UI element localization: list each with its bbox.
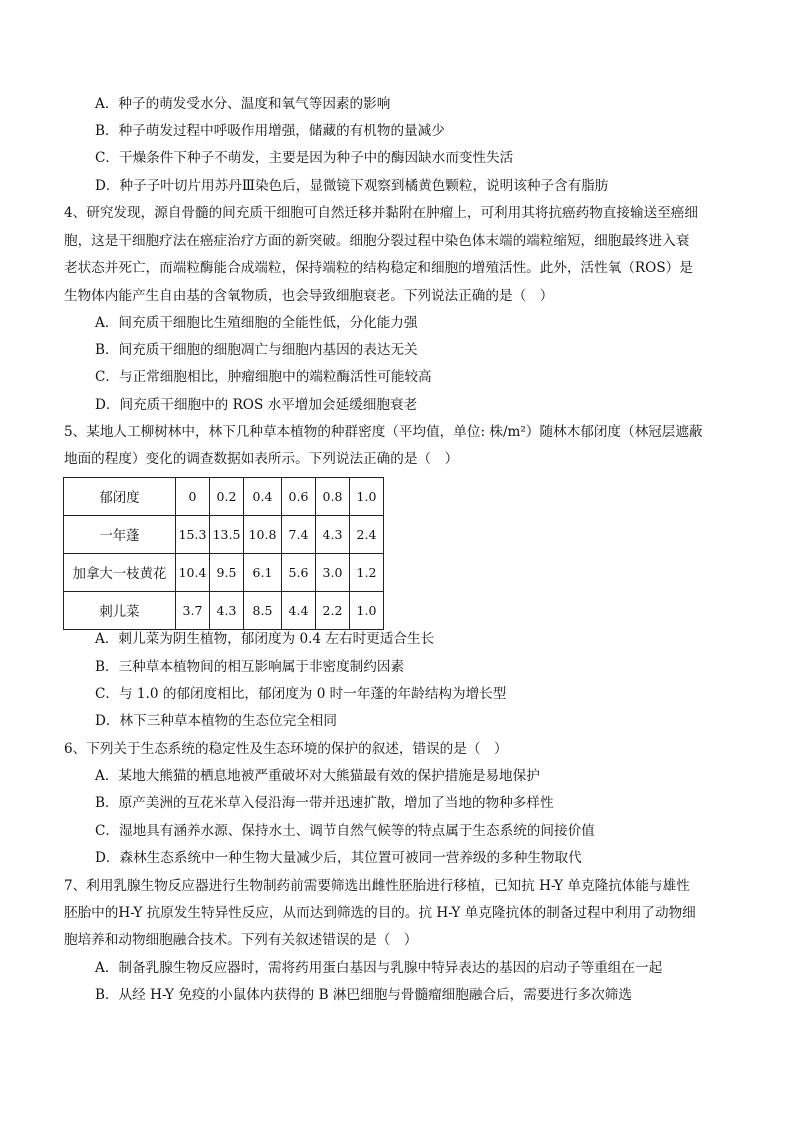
density-table — [63, 477, 384, 630]
q3-option-d: D．种子子叶切片用苏丹Ⅲ染色后，显微镜下观察到橘黄色颗粒，说明该种子含有脂肪 — [95, 178, 609, 194]
table-row — [64, 516, 384, 554]
table-row-label: 刺儿菜 — [64, 592, 176, 630]
q7-stem-line-2: 胚胎中的H-Y 抗原发生特异性反应，从而达到筛选的目的。抗 H-Y 单克隆抗体的制备过程中利用了动物细 — [64, 905, 696, 921]
table-cell: 0.6 — [282, 478, 316, 516]
table-cell: 0.2 — [210, 478, 244, 516]
table-cell: 3.7 — [176, 592, 210, 630]
table-cell: 4.3 — [316, 516, 350, 554]
q3-option-b: B．种子萌发过程中呼吸作用增强，储藏的有机物的量减少 — [95, 123, 445, 139]
q7-stem-line-1: 7、利用乳腺生物反应器进行生物制药前需要筛选出雌性胚胎进行移植，已知抗 H-Y 单克隆抗体能与雄性 — [64, 878, 690, 894]
table-cell: 3.0 — [316, 554, 350, 592]
table-cell: 5.6 — [282, 554, 316, 592]
table-row — [64, 592, 384, 630]
table-cell: 15.3 — [176, 516, 210, 554]
q4-stem-line-3: 老状态并死亡，而端粒酶能合成端粒，保持端粒的结构稳定和细胞的增殖活性。此外，活性氧（ROS）是 — [64, 260, 693, 276]
q6-option-d: D．森林生态系统中一种生物大量减少后，其位置可被同一营养级的多种生物取代 — [95, 850, 582, 866]
table-cell: 0.4 — [244, 478, 282, 516]
q5-option-b: B．三种草本植物间的相互影响属于非密度制约因素 — [95, 659, 405, 675]
q4-option-b: B．间充质干细胞的细胞凋亡与细胞内基因的表达无关 — [95, 342, 418, 358]
table-cell: 0 — [176, 478, 210, 516]
q5-option-d: D．林下三种草本植物的生态位完全相同 — [95, 713, 337, 729]
q4-option-a: A．间充质干细胞比生殖细胞的全能性低，分化能力强 — [95, 315, 418, 331]
table-cell: 8.5 — [244, 592, 282, 630]
q4-option-c: C．与正常细胞相比，肿瘤细胞中的端粒酶活性可能较高 — [95, 369, 432, 385]
table-cell: 7.4 — [282, 516, 316, 554]
table-header-label: 郁闭度 — [64, 478, 176, 516]
table-row — [64, 554, 384, 592]
q7-option-b: B．从经 H-Y 免疫的小鼠体内获得的 B 淋巴细胞与骨髓瘤细胞融合后，需要进行多次筛选 — [95, 987, 632, 1003]
q7-option-a: A．制备乳腺生物反应器时，需将药用蛋白基因与乳腺中特异表达的基因的启动子等重组在一起 — [95, 960, 663, 976]
q4-stem-line-1: 4、研究发现，源自骨髓的间充质干细胞可自然迁移并黏附在肿瘤上，可利用其将抗癌药物直接输送至癌细 — [64, 205, 698, 221]
table-cell: 6.1 — [244, 554, 282, 592]
q5-stem-line-2: 地面的程度）变化的调查数据如表所示。下列说法正确的是（ ） — [64, 451, 459, 467]
q5-option-c: C．与 1.0 的郁闭度相比，郁闭度为 0 时一年蓬的年龄结构为增长型 — [95, 686, 507, 702]
q3-option-c: C．干燥条件下种子不萌发，主要是因为种子中的酶因缺水而变性失活 — [95, 150, 514, 166]
table-cell: 2.4 — [350, 516, 384, 554]
table-cell: 0.8 — [316, 478, 350, 516]
table-cell: 4.3 — [210, 592, 244, 630]
q5-stem-line-1: 5、某地人工柳树林中，林下几种草本植物的种群密度（平均值，单位: 株/m²）随林木郁闭度（林冠层遮蔽 — [64, 424, 703, 440]
q4-stem-line-4: 生物体内能产生自由基的含氧物质，也会导致细胞衰老。下列说法正确的是（ ） — [64, 288, 554, 304]
q4-stem-line-2: 胞，这是干细胞疗法在癌症治疗方面的新突破。细胞分裂过程中染色体末端的端粒缩短，细胞最终进入衰 — [64, 233, 690, 249]
q3-option-a: A．种子的萌发受水分、温度和氧气等因素的影响 — [95, 96, 391, 112]
table-cell: 10.8 — [244, 516, 282, 554]
table-cell: 10.4 — [176, 554, 210, 592]
table-row-label: 加拿大一枝黄花 — [64, 554, 176, 592]
table-row-label: 一年蓬 — [64, 516, 176, 554]
table-cell: 4.4 — [282, 592, 316, 630]
table-header-row — [64, 478, 384, 516]
table-cell: 13.5 — [210, 516, 244, 554]
q5-option-a: A．刺儿菜为阴生植物，郁闭度为 0.4 左右时更适合生长 — [95, 631, 435, 647]
q6-option-b: B．原产美洲的互花米草入侵沿海一带并迅速扩散，增加了当地的物种多样性 — [95, 795, 554, 811]
q7-stem-line-3: 胞培养和动物细胞融合技术。下列有关叙述错误的是（ ） — [64, 932, 418, 948]
table-cell: 1.2 — [350, 554, 384, 592]
table-cell: 1.0 — [350, 592, 384, 630]
table-cell: 9.5 — [210, 554, 244, 592]
q6-stem-line-1: 6、下列关于生态系统的稳定性及生态环境的保护的叙述，错误的是（ ） — [64, 741, 508, 757]
table-cell: 1.0 — [350, 478, 384, 516]
q4-option-d: D．间充质干细胞中的 ROS 水平增加会延缓细胞衰老 — [95, 397, 418, 413]
q6-option-a: A．某地大熊猫的栖息地被严重破坏对大熊猫最有效的保护措施是易地保护 — [95, 768, 540, 784]
q6-option-c: C．湿地具有涵养水源、保持水土、调节自然气候等的特点属于生态系统的间接价值 — [95, 823, 595, 839]
table-cell: 2.2 — [316, 592, 350, 630]
